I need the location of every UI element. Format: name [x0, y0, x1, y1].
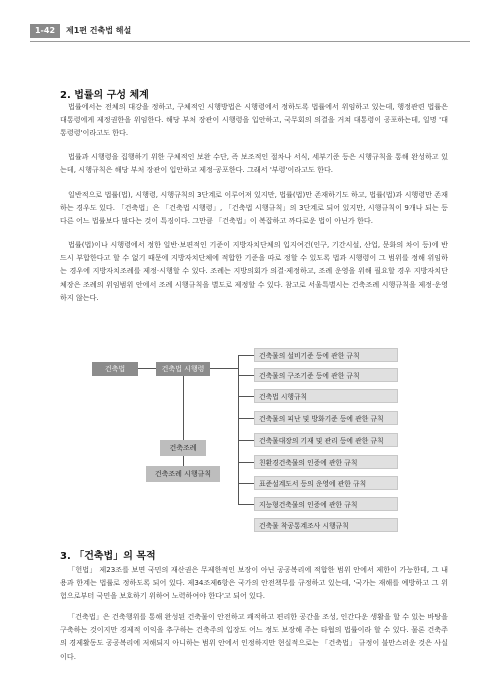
paragraph: 법률(법)이나 시행령에서 정한 일반·보편적인 기준이 지방자치단체의 입지여건(인구, 기간시설, 산업, 문화의 차이 등)에 반드시 부합한다고 할 수 없기 때문에 지방자치단체에 적합한 기준을 따로 정할 수 있도록 법과 시행령이 그 범위를 정해 위임하는 경우에 지방자치조례를 제정·시행할 수 있다. 조례는 지방의회가 의결·제정하고, 조례 운영을 위해 필요할 경우 지방자치단체장은 조례의 위임범위 안에서 조례 시행규칙을 별도로 제정할 수 있다. 참고로 서울특별시는 건축조례 시행규칙을 제정·운영하지 않는다. [60, 240, 448, 302]
connector [138, 368, 156, 369]
diagram-item: 지능형건축물의 인증에 관한 규칙 [254, 497, 398, 511]
page-header [0, 0, 500, 40]
diagram-ordinance-box: 건축조례 [160, 440, 206, 456]
diagram-ordinance-rule-box: 건축조례 시행규칙 [146, 466, 220, 482]
connector-vertical [238, 494, 239, 504]
connector [238, 355, 254, 356]
diagram-item: 건축물의 피난 및 방화기준 등에 관한 규칙 [254, 411, 398, 425]
diagram-decree-box: 건축법 시행령 [156, 362, 210, 376]
connector [238, 418, 254, 419]
paragraph: 「헌법」 제23조를 보면 국민의 재산권은 무제한적인 보장이 아닌 공공복리에 적합한 범위 안에서 제한이 가능한데, 그 내용과 한계는 법률로 정하도록 되어 있다. 제34조제6항은 국가의 안전책무를 규정하고 있는데, '국가는 재해를 예방하고 그 위험으로부터 국민을 보호하기 위하여 노력하여야 한다'고 되어 있다. [60, 565, 448, 601]
page-number-badge: 1-42 [30, 24, 60, 38]
connector [238, 440, 254, 441]
diagram-item: 건축물대장의 기재 및 관리 등에 관한 규칙 [254, 433, 398, 447]
diagram-item: 건축법 시행규칙 [254, 389, 398, 403]
diagram-item: 건축물의 구조기준 등에 관한 규칙 [254, 368, 398, 382]
connector [238, 462, 254, 463]
connector-vertical [183, 456, 184, 466]
part-title: 제1편 건축법 해설 [66, 26, 132, 35]
diagram-root-box: 건축법 [92, 362, 138, 376]
diagram-item: 표준설계도서 등의 운영에 관한 규칙 [254, 476, 398, 490]
section-2-heading: 2. 법률의 구성 체계 [60, 90, 149, 101]
diagram-item: 친환경건축물의 인증에 관한 규칙 [254, 455, 398, 469]
paragraph: 법률과 시행령을 집행하기 위한 구체적인 보완 수단, 즉 보조적인 절차나 서식, 세부기준 등은 시행규칙을 통해 완성하고 있는데, 시행규칙은 해당 부처 장관이 입안하고 제정·공포한다. 그래서 '부령'이라고도 한다. [60, 152, 448, 175]
section-3-heading: 3. 「건축법」의 목적 [60, 551, 156, 562]
header-divider [30, 41, 470, 42]
diagram-item: 건축물 착공통계조사 시행규칙 [254, 518, 398, 532]
connector [238, 375, 254, 376]
connector-vertical [183, 376, 184, 440]
connector [210, 368, 238, 369]
diagram-item: 건축물의 설비기준 등에 관한 규칙 [254, 348, 398, 362]
connector [238, 504, 254, 505]
connector [238, 483, 254, 484]
paragraph: 법률에서는 전체의 대강을 정하고, 구체적인 시행방법은 시행령에서 정하도록 법률에서 위임하고 있는데, 행정관련 법률은 대통령에게 제정권한을 위임한다. 해당 부처 장관이 시행령을 입안하고, 국무회의 의결을 거쳐 대통령이 공포하는데, 일명 '대통령령'이라고도 한다. [60, 102, 448, 138]
connector [238, 396, 254, 397]
paragraph: 일반적으로 법률(법), 시행령, 시행규칙의 3단계로 이루어져 있지만, 법률(법)만 존재하기도 하고, 법률(법)과 시행령만 존재하는 경우도 있다. 「건축법」은 「건축법 시행령」, 「건축법 시행규칙」의 3단계로 되어 있지만, 시행규칙이 9개나 되는 등 다른 어느 법률보다 많다는 것이 특징이다. 그만큼 「건축법」이 복잡하고 까다로운 법이 아닌가 한다. [60, 190, 448, 226]
paragraph: 「건축법」은 건축행위를 통해 완성된 건축물이 안전하고 쾌적하고 편리한 공간을 조성, 인간다운 생활을 할 수 있는 바탕을 구축하는 것이지만 경제적 이익을 추구하는 건축주의 입장도 어느 정도 보장해 주는 타협의 법률이라 할 수 있다. 물론 건축주의 경제활동도 공공복리에 저해되지 아니하는 범위 안에서 인정하지만 현실적으로는 「건축법」 규정이 불만스러운 것은 사실이다. [60, 612, 448, 661]
